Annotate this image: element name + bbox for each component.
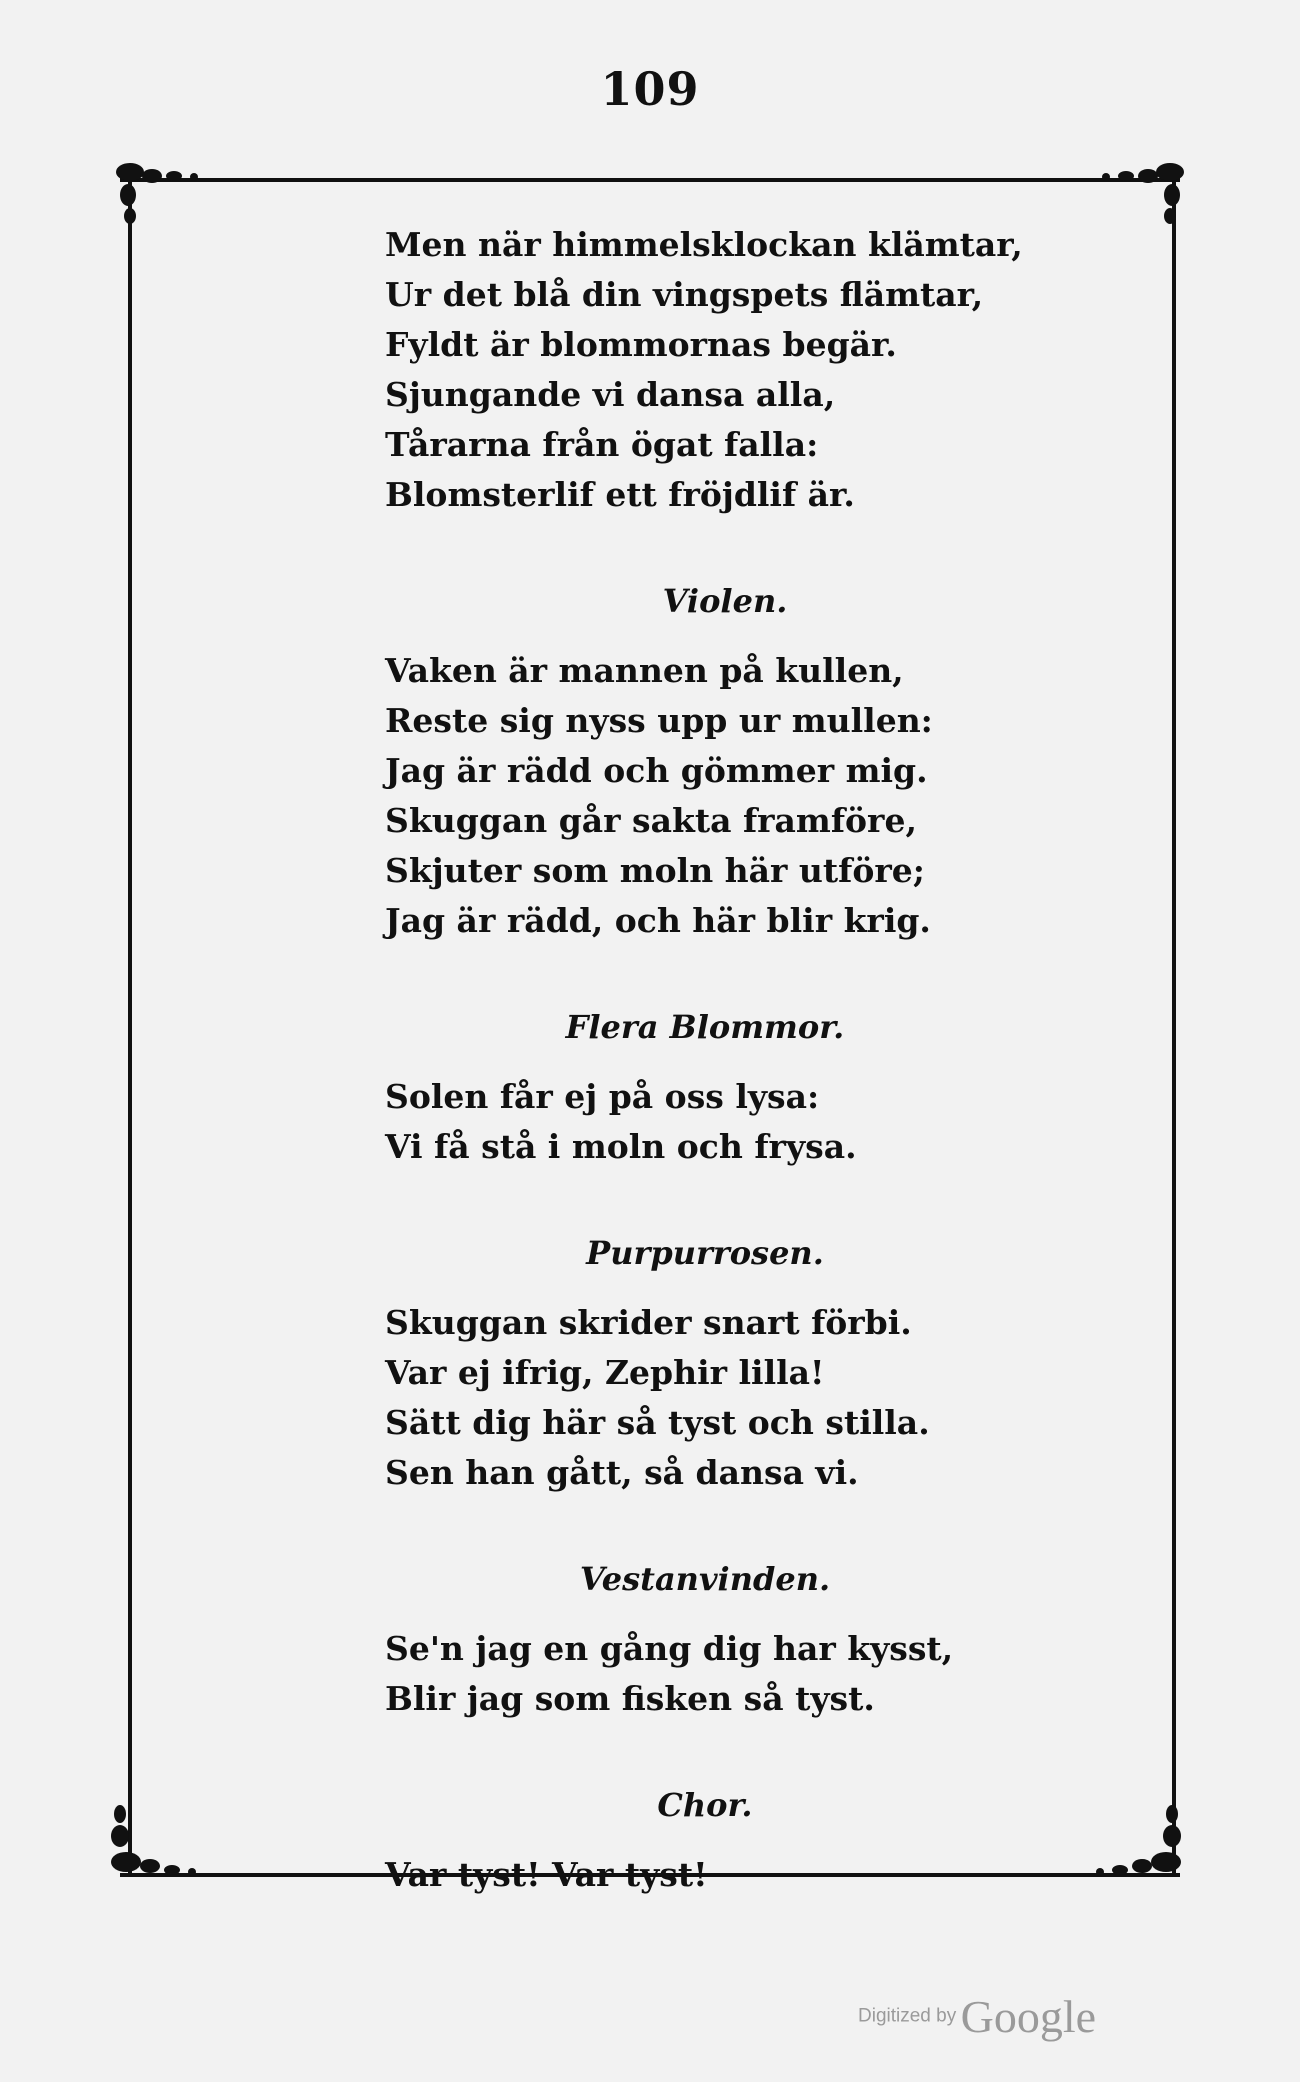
page-number: 109	[600, 62, 700, 116]
stanza-chor	[385, 1780, 1025, 1900]
speaker-heading: Vestanvinden.	[579, 1560, 831, 1598]
ornament-bottom-right-icon	[1072, 1800, 1192, 1880]
stanza-flera-blommor	[385, 1002, 1025, 1172]
watermark-prefix: Digitized by	[858, 2005, 957, 2027]
verse-line: Blir jag som fisken så tyst.	[385, 1679, 875, 1718]
verse-line: Sen han gått, så dansa vi.	[385, 1453, 859, 1492]
verse-line: Tårarna från ögat falla:	[385, 425, 819, 464]
verse-line: Var ej ifrig, Zephir lilla!	[385, 1353, 825, 1392]
stanza-opening	[385, 220, 1025, 520]
speaker-heading: Flera Blommor.	[565, 1008, 845, 1046]
digitized-watermark	[858, 1990, 1096, 2043]
speaker-heading: Violen.	[662, 582, 788, 620]
speaker-heading: Chor.	[657, 1786, 753, 1824]
verse-line: Vaken är mannen på kullen,	[385, 651, 904, 690]
verse-line: Sjungande vi dansa alla,	[385, 375, 836, 414]
verse-line: Skjuter som moln här utföre;	[385, 851, 925, 890]
ornament-top-left-icon	[108, 150, 228, 230]
ornament-top-right-icon	[1072, 150, 1192, 230]
frame-top-rule	[120, 178, 1180, 182]
verse-line: Ur det blå din vingspets flämtar,	[385, 275, 984, 314]
verse-line: Skuggan går sakta framföre,	[385, 801, 917, 840]
verse-line: Skuggan skrider snart förbi.	[385, 1303, 912, 1342]
verse-line: Fyldt är blommornas begär.	[385, 325, 897, 364]
verse-line: Solen får ej på oss lysa:	[385, 1077, 820, 1116]
verse-line: Men när himmelsklockan klämtar,	[385, 225, 1023, 264]
verse-line: Vi få stå i moln och frysa.	[385, 1127, 857, 1166]
verse-line: Se'n jag en gång dig har kysst,	[385, 1629, 954, 1668]
speaker-heading: Purpurrosen.	[586, 1234, 824, 1272]
poem-body	[385, 220, 1025, 1900]
verse-line: Jag är rädd, och här blir krig.	[385, 901, 931, 940]
verse-line: Blomsterlif ett fröjdlif är.	[385, 475, 855, 514]
watermark-brand: Google	[960, 1991, 1097, 2042]
verse-line: Reste sig nyss upp ur mullen:	[385, 701, 933, 740]
ornament-bottom-left-icon	[100, 1800, 220, 1880]
stanza-violen	[385, 576, 1025, 946]
stanza-vestanvinden	[385, 1554, 1025, 1724]
verse-line: Sätt dig här så tyst och stilla.	[385, 1403, 930, 1442]
verse-line: Var tyst! Var tyst!	[385, 1855, 708, 1894]
verse-line: Jag är rädd och gömmer mig.	[385, 751, 928, 790]
stanza-purpurrosen	[385, 1228, 1025, 1498]
